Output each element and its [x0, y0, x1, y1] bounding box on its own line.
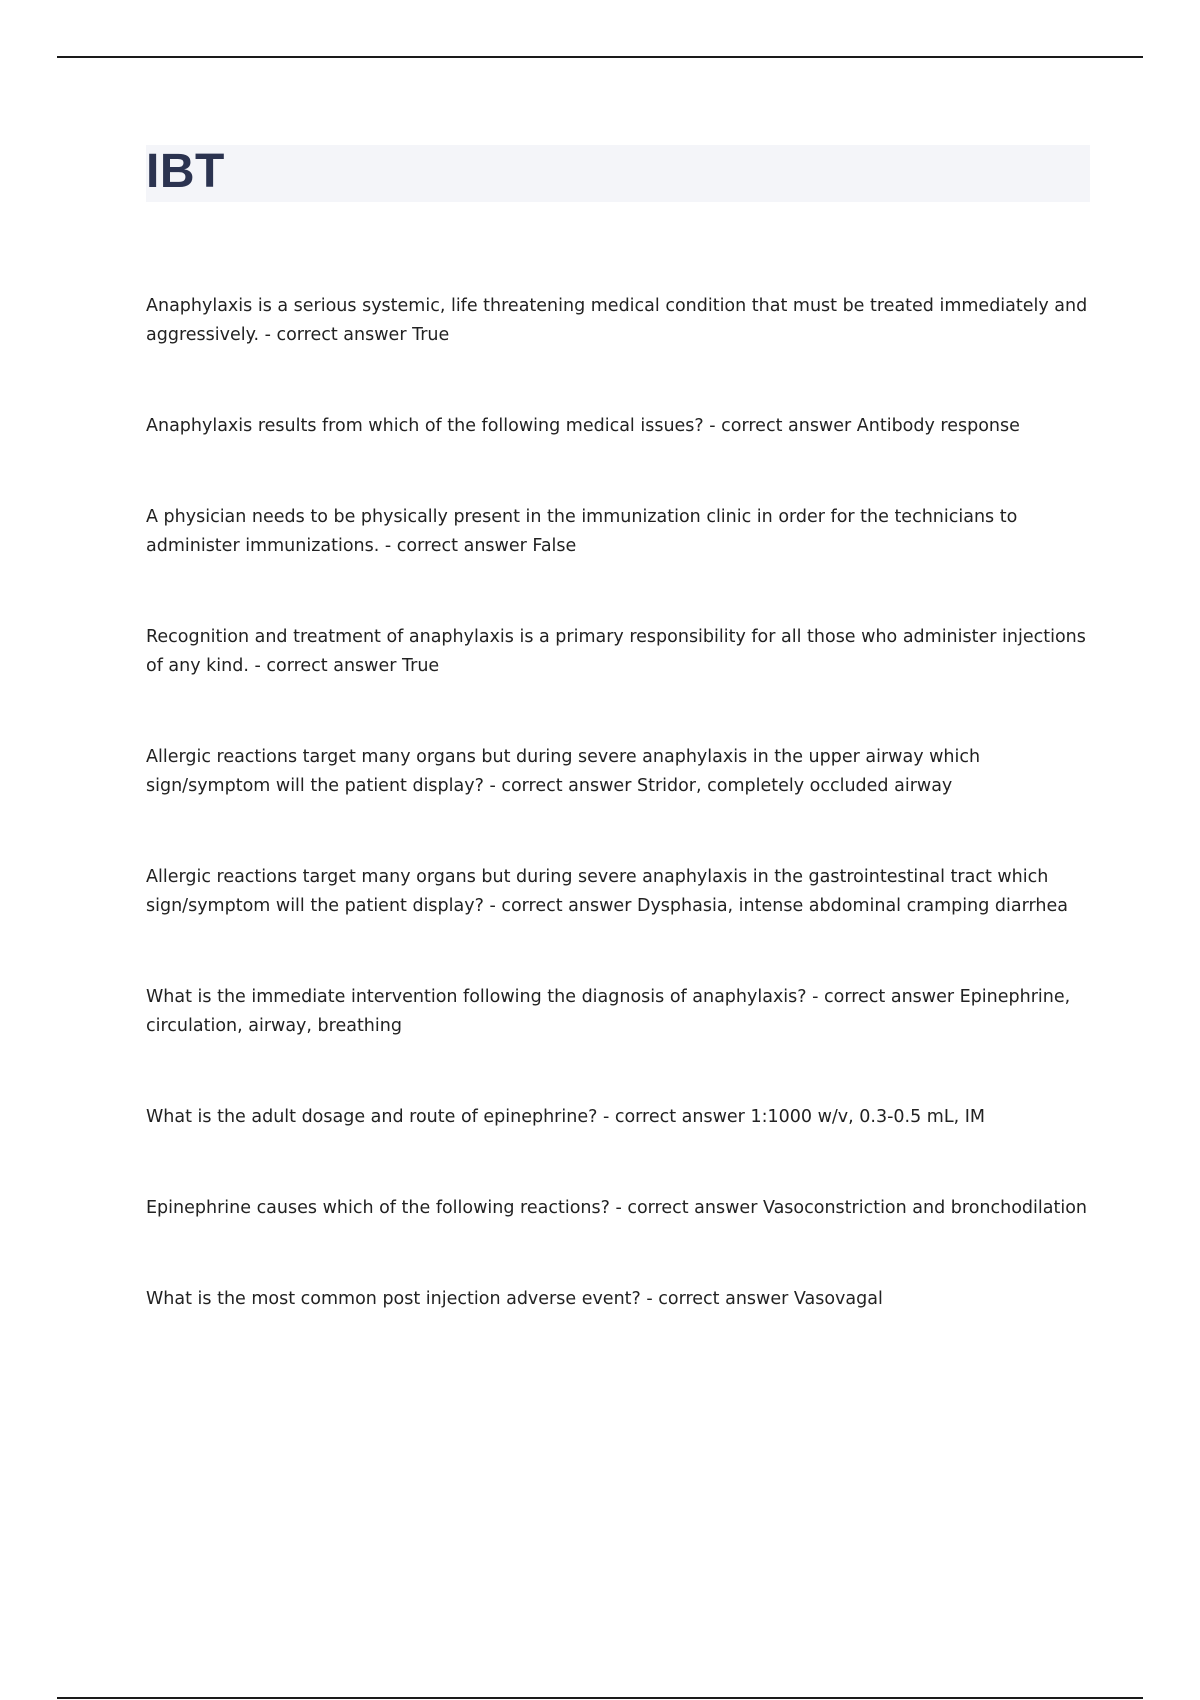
answer-text: Epinephrine, circulation, airway, breathing [146, 987, 1071, 1036]
qa-item [146, 1194, 1096, 1223]
question-text: Anaphylaxis is a serious systemic, life threatening medical condition that must be treated immediately and aggressively. [146, 296, 1088, 345]
answer-text: Vasoconstriction and bronchodilation [762, 1198, 1087, 1218]
answer-text: False [532, 536, 577, 556]
answer-text: 1:1000 w/v, 0.3-0.5 mL, IM [750, 1107, 985, 1127]
answer-text: Dysphasia, intense abdominal cramping diarrhea [636, 896, 1068, 916]
answer-text: Antibody response [856, 416, 1020, 436]
qa-item [146, 983, 1096, 1041]
document-title: IBT [146, 145, 225, 198]
qa-item [146, 623, 1096, 681]
qa-list [146, 292, 1096, 1376]
answer-separator: - correct answer [640, 1289, 794, 1309]
question-text: Allergic reactions target many organs but during severe anaphylaxis in the upper airway which sign/symptom will the patient display? [146, 747, 981, 796]
qa-item [146, 1103, 1096, 1132]
answer-separator: - correct answer [259, 325, 413, 345]
answer-text: Vasovagal [793, 1289, 883, 1309]
top-divider [57, 56, 1143, 58]
qa-item [146, 863, 1096, 921]
answer-separator: - correct answer [703, 416, 857, 436]
answer-separator: - correct answer [806, 987, 960, 1007]
question-text: Recognition and treatment of anaphylaxis is a primary responsibility for all those who administer injections of any kind. [146, 627, 1086, 676]
answer-separator: - correct answer [248, 656, 402, 676]
qa-item [146, 412, 1096, 441]
question-text: A physician needs to be physically present in the immunization clinic in order for the technicians to administer immunizations. [146, 507, 1018, 556]
question-text: Epinephrine causes which of the following reactions? [146, 1198, 610, 1218]
qa-item [146, 743, 1096, 801]
question-text: What is the adult dosage and route of epinephrine? [146, 1107, 598, 1127]
answer-separator: - correct answer [609, 1198, 763, 1218]
question-text: Allergic reactions target many organs but during severe anaphylaxis in the gastrointestinal tract which sign/symptom will the patient display? [146, 867, 1049, 916]
question-text: What is the most common post injection adverse event? [146, 1289, 641, 1309]
bottom-divider [57, 1697, 1143, 1699]
title-band [146, 145, 1090, 202]
answer-text: Stridor, completely occluded airway [636, 776, 953, 796]
answer-text: True [402, 656, 440, 676]
answer-separator: - correct answer [379, 536, 533, 556]
answer-separator: - correct answer [597, 1107, 751, 1127]
answer-separator: - correct answer [483, 896, 637, 916]
qa-item [146, 503, 1096, 561]
qa-item [146, 1285, 1096, 1314]
question-text: What is the immediate intervention following the diagnosis of anaphylaxis? [146, 987, 807, 1007]
qa-item [146, 292, 1096, 350]
question-text: Anaphylaxis results from which of the following medical issues? [146, 416, 704, 436]
answer-text: True [412, 325, 450, 345]
answer-separator: - correct answer [483, 776, 637, 796]
